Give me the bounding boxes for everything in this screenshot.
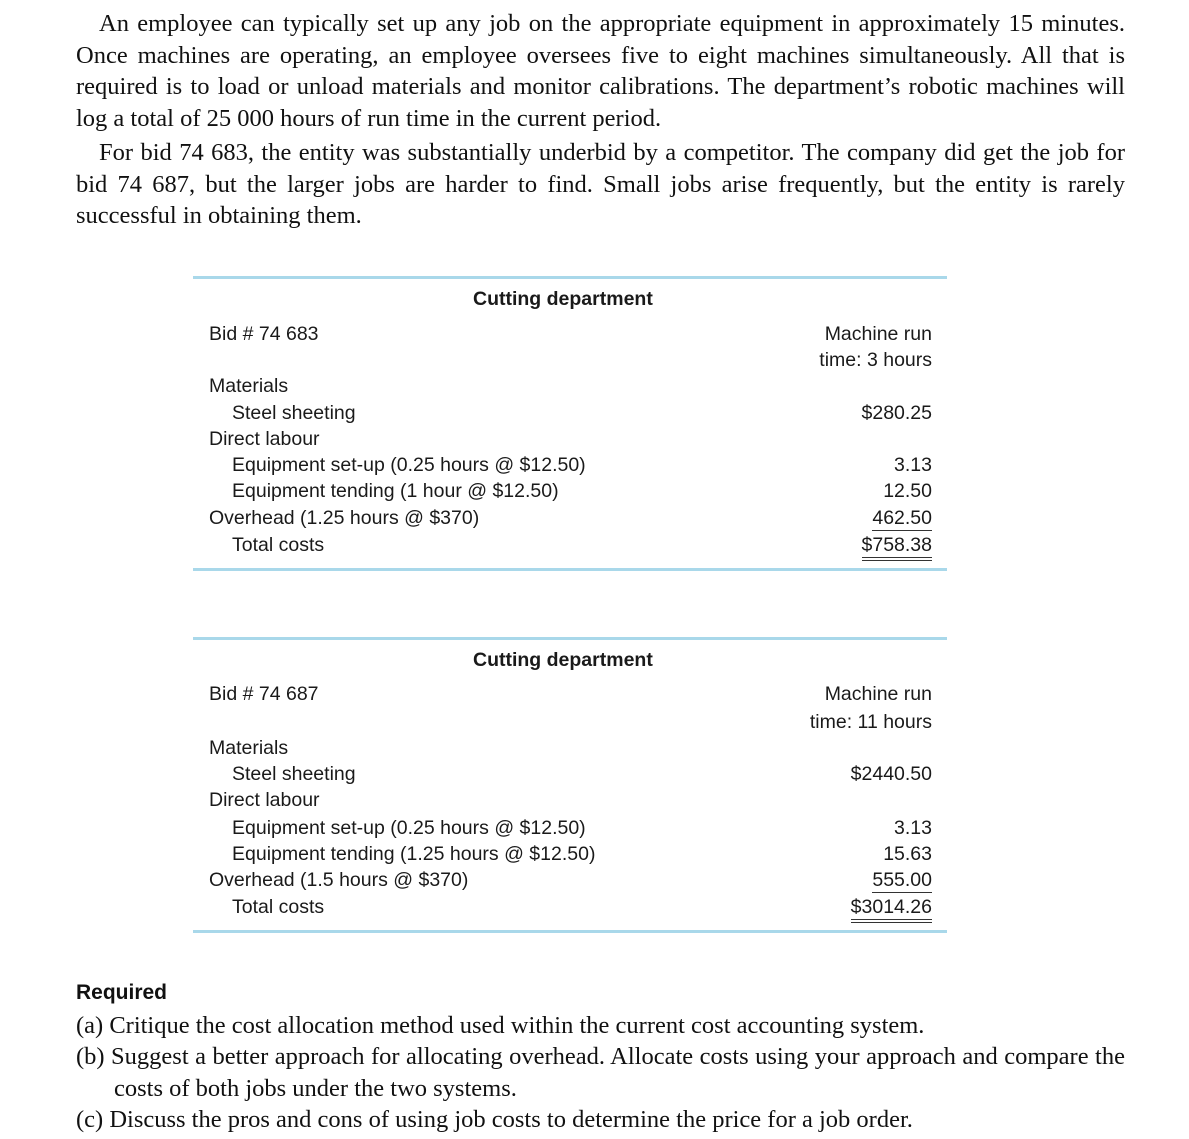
- bid-table-74683: [193, 276, 947, 576]
- intro-paragraph-1: An employee can typically set up any job on the appropriate equipment in approximately 15 minutes. Once machines are operating, an employee oversees five to eight machines simultaneously. All that is required is to load or unload materials and monitor calibrations. The department’s robotic machines will log a total of 25 000 hours of run time in the current period.: [76, 10, 1125, 132]
- total-amount: $758.38: [862, 533, 933, 561]
- table-top-rule: [193, 637, 947, 640]
- steel-amount: $2440.50: [850, 763, 932, 785]
- bid-table-74687: [193, 637, 947, 937]
- tending-label: Equipment tending (1 hour @ $12.50): [232, 480, 559, 502]
- total-label: Total costs: [232, 896, 325, 918]
- question-a: (a) Critique the cost allocation method used within the current cost accounting system.: [76, 1012, 925, 1039]
- tending-amount: 12.50: [883, 480, 932, 502]
- run-time-line-2: time: 11 hours: [809, 711, 932, 733]
- total-label: Total costs: [232, 534, 325, 556]
- materials-label: Materials: [209, 737, 289, 759]
- overhead-label: Overhead (1.5 hours @ $370): [209, 869, 469, 891]
- required-heading: Required: [76, 981, 168, 1004]
- direct-labour-label: Direct labour: [209, 789, 320, 811]
- total-amount: $3014.26: [851, 895, 932, 923]
- overhead-label: Overhead (1.25 hours @ $370): [209, 507, 480, 529]
- tending-amount: 15.63: [883, 843, 932, 865]
- table-bottom-rule: [193, 930, 947, 933]
- tending-label: Equipment tending (1.25 hours @ $12.50): [232, 843, 596, 865]
- overhead-amount: 555.00: [872, 869, 932, 891]
- question-c: (c) Discuss the pros and cons of using job costs to determine the price for a job order.: [76, 1106, 913, 1133]
- setup-amount: 3.13: [894, 817, 932, 839]
- run-time-line-2: time: 3 hours: [819, 349, 932, 371]
- setup-label: Equipment set-up (0.25 hours @ $12.50): [232, 454, 586, 476]
- materials-label: Materials: [209, 375, 289, 397]
- steel-label: Steel sheeting: [232, 402, 356, 424]
- overhead-amount: 462.50: [872, 507, 932, 529]
- setup-label: Equipment set-up (0.25 hours @ $12.50): [232, 817, 586, 839]
- department-heading: Cutting department: [473, 288, 653, 310]
- department-heading: Cutting department: [473, 649, 653, 671]
- table-top-rule: [193, 276, 947, 279]
- direct-labour-label: Direct labour: [209, 428, 320, 450]
- bid-number: Bid # 74 687: [209, 683, 319, 705]
- run-time-line-1: Machine run: [824, 683, 932, 705]
- table-bottom-rule: [193, 568, 947, 571]
- setup-amount: 3.13: [894, 454, 932, 476]
- run-time-line-1: Machine run: [824, 323, 932, 345]
- bid-number: Bid # 74 683: [209, 323, 319, 345]
- steel-label: Steel sheeting: [232, 763, 356, 785]
- question-b: (b) Suggest a better approach for allocating overhead. Allocate costs using your approach and compare the costs of both jobs under the two systems.: [76, 1043, 1125, 1102]
- intro-paragraph-2: For bid 74 683, the entity was substantially underbid by a competitor. The company did get the job for bid 74 687, but the larger jobs are harder to find. Small jobs arise frequently, but the entity is rarely successful in obtaining them.: [76, 139, 1125, 229]
- steel-amount: $280.25: [861, 402, 932, 424]
